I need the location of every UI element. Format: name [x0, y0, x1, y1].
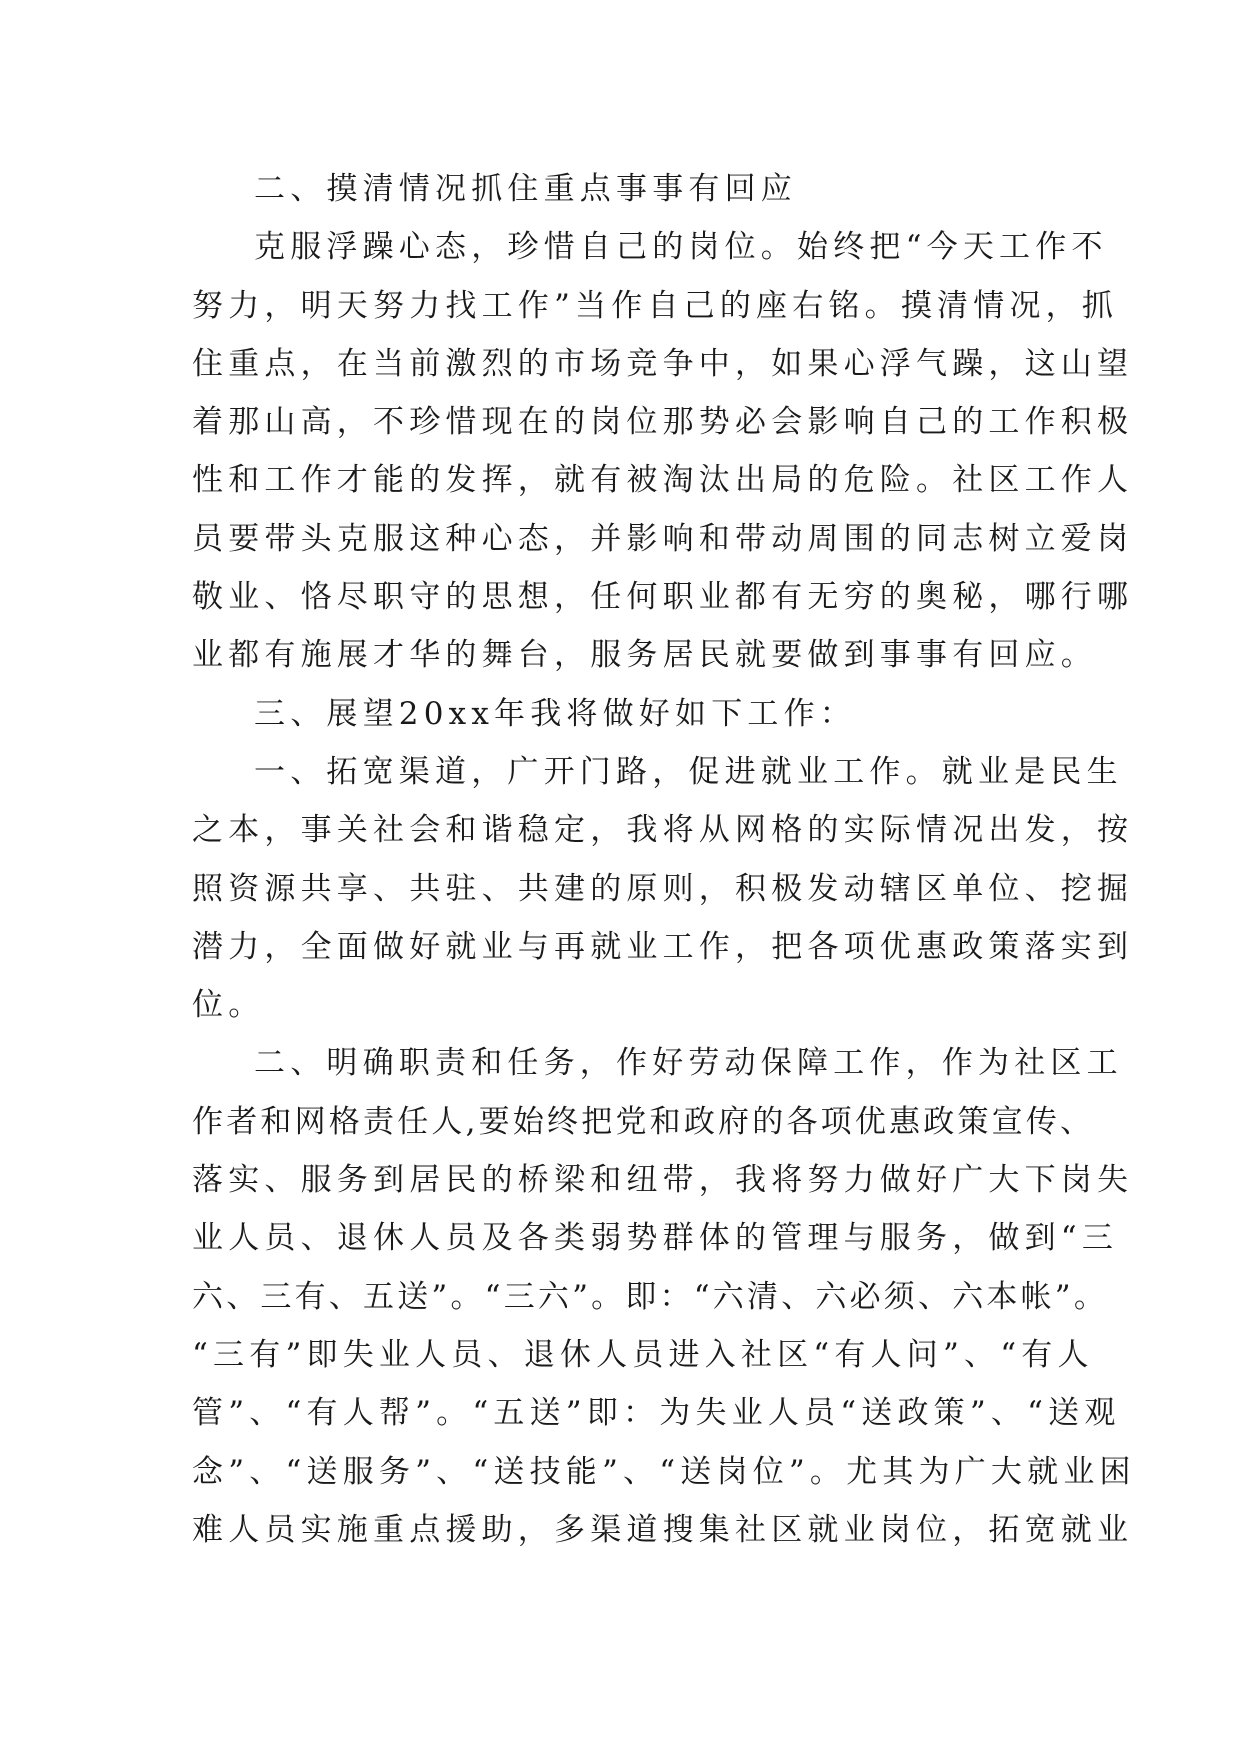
paragraph-line: 住重点，在当前激烈的市场竞争中，如果心浮气躁，这山望 [192, 345, 1134, 382]
paragraph-line: 之本，事关社会和谐稳定，我将从网格的实际情况出发，按 [192, 812, 1134, 849]
paragraph-line: 落实、服务到居民的桥梁和纽带，我将努力做好广大下岗失 [192, 1162, 1134, 1199]
paragraph-line: 业人员、退休人员及各类弱势群体的管理与服务，做到“三 [192, 1220, 1119, 1257]
paragraph-line: 念”、“送服务”、“送技能”、“送岗位”。尤其为广大就业困 [192, 1453, 1136, 1490]
paragraph-line: 难人员实施重点援助，多渠道搜集社区就业岗位，拓宽就业 [192, 1511, 1134, 1548]
paragraph-line: “三有”即失业人员、退休人员进入社区“有人问”、“有人 [192, 1336, 1094, 1373]
paragraph-line: 管”、“有人帮”。“五送”即：为失业人员“送政策”、“送观 [192, 1395, 1121, 1432]
paragraph-line: 克服浮躁心态，珍惜自己的岗位。始终把“今天工作不 [254, 229, 1108, 266]
paragraph-line: 照资源共享、共驻、共建的原则，积极发动辖区单位、挖掘 [192, 870, 1134, 907]
paragraph-line: 业都有施展才华的舞台，服务居民就要做到事事有回应。 [192, 637, 1097, 674]
paragraph-line: 作者和网格责任人,要始终把党和政府的各项优惠政策宣传、 [192, 1103, 1095, 1140]
paragraph-line: 一、拓宽渠道，广开门路，促进就业工作。就业是民生 [254, 753, 1123, 790]
paragraph-line: 性和工作才能的发挥，就有被淘汰出局的危险。社区工作人 [192, 462, 1134, 499]
paragraph-line: 努力，明天努力找工作”当作自己的座右铭。摸清情况，抓 [192, 287, 1119, 324]
paragraph-line: 敬业、恪尽职守的思想，任何职业都有无穷的奥秘，哪行哪 [192, 579, 1134, 616]
paragraph-line: 潜力，全面做好就业与再就业工作，把各项优惠政策落实到 [192, 928, 1134, 965]
paragraph-line: 位。 [192, 987, 265, 1024]
paragraph-line: 着那山高，不珍惜现在的岗位那势必会影响自己的工作积极 [192, 404, 1134, 441]
paragraph-line: 员要带头克服这种心态，并影响和带动周围的同志树立爱岗 [192, 520, 1134, 557]
section-heading-3: 三、展望20xx年我将做好如下工作： [254, 695, 857, 732]
paragraph-line: 二、明确职责和任务，作好劳动保障工作，作为社区工 [254, 1045, 1123, 1082]
document-page [192, 160, 1136, 1559]
paragraph-line: 六、三有、五送”。“三六”。即：“六清、六必须、六本帐”。 [192, 1278, 1109, 1315]
section-heading-2: 二、摸清情况抓住重点事事有回应 [254, 171, 797, 207]
